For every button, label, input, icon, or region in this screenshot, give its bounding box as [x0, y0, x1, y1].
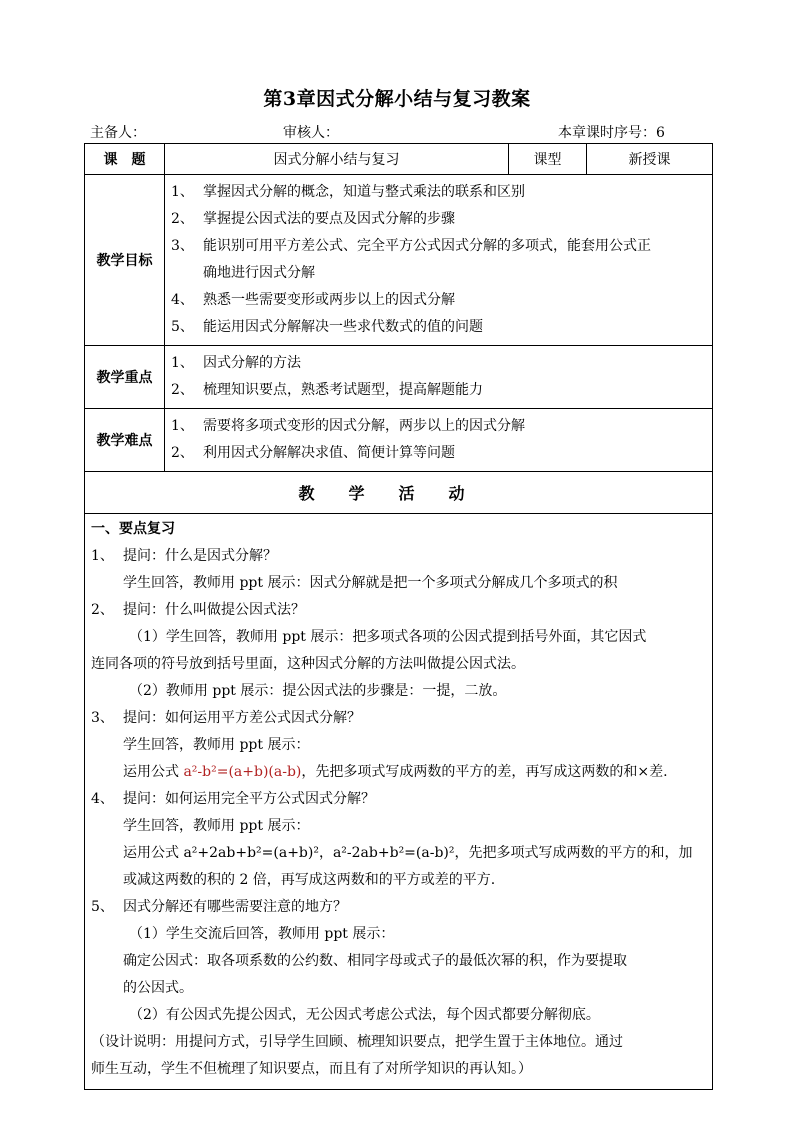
- objective-item: 4、 熟悉一些需要变形或两步以上的因式分解: [171, 292, 455, 308]
- difficulties-label: 教学难点: [85, 409, 165, 472]
- type-value: 新授课: [587, 144, 713, 175]
- design-note-continued: 师生互动，学生不但梳理了知识要点，而且有了对所学知识的再认知。）: [91, 1061, 532, 1077]
- answer-5-common-factor: 确定公因式：取各项系数的公约数、相同字母或式子的最低次幂的积，作为要提取: [123, 953, 627, 969]
- difficulty-item: 1、 需要将多项式变形的因式分解，两步以上的因式分解: [171, 418, 525, 434]
- topic-label: 课 题: [85, 144, 165, 175]
- activity-body: [85, 514, 713, 1090]
- preparer-label: 主备人：: [90, 125, 146, 141]
- reviewer-label: 审核人：: [283, 125, 339, 141]
- difference-of-squares-formula: a²-b²=(a+b)(a-b): [183, 764, 302, 780]
- answer-5-part-2: （2）有公因式先提公因式，无公因式考虑公式法，每个因式都要分解彻底。: [129, 1007, 600, 1023]
- lesson-number-label: 本章课时序号：6: [558, 125, 665, 141]
- question-1: 1、 提问：什么是因式分解？: [91, 548, 277, 564]
- answer-5-part-1: （1）学生交流后回答，教师用 ppt 展示：: [129, 926, 395, 942]
- answer-4-formula-line: 运用公式 a²+2ab+b²=(a+b)²，a²-2ab+b²=(a-b)²，先把多项式写成两数的平方的和，加: [123, 845, 693, 861]
- activity-title-row: [85, 472, 713, 514]
- answer-2-part-1-continued: 连同各项的符号放到括号里面，这种因式分解的方法叫做提公因式法。: [91, 656, 525, 672]
- answer-5-common-factor-continued: 的公因式。: [123, 980, 193, 996]
- document-title: 第3章因式分解小结与复习教案: [263, 88, 531, 110]
- question-3: 3、 提问：如何运用平方差公式因式分解？: [91, 710, 361, 726]
- topic-row: [85, 144, 713, 175]
- answer-2-part-1: （1）学生回答，教师用 ppt 展示：把多项式各项的公因式提到括号外面，其它因式: [129, 629, 647, 645]
- activity-title: 教学活动: [85, 472, 713, 514]
- key-point-item: 1、 因式分解的方法: [171, 355, 301, 371]
- question-5: 5、 因式分解还有哪些需要注意的地方？: [91, 899, 347, 915]
- difficulties-row: [85, 409, 713, 472]
- lesson-plan-table: [84, 143, 713, 1090]
- objectives-list: [165, 175, 713, 346]
- answer-2-part-2: （2）教师用 ppt 展示：提公因式法的步骤是：一提，二放。: [129, 683, 507, 699]
- objective-item: 3、 能识别可用平方差公式、完全平方公式因式分解的多项式，能套用公式正: [171, 238, 651, 254]
- key-point-item: 2、 梳理知识要点，熟悉考试题型，提高解题能力: [171, 382, 483, 398]
- answer-1: 学生回答，教师用 ppt 展示：因式分解就是把一个多项式分解成几个多项式的积: [123, 575, 618, 591]
- design-note: （设计说明：用提问方式，引导学生回顾、梳理知识要点，把学生置于主体地位。通过: [91, 1034, 623, 1050]
- question-4: 4、 提问：如何运用完全平方公式因式分解？: [91, 791, 375, 807]
- objective-item: 5、 能运用因式分解解决一些求代数式的值的问题: [171, 319, 483, 335]
- section-heading: 一、要点复习: [91, 521, 175, 537]
- key-points-list: [165, 346, 713, 409]
- answer-4-formula-line-continued: 或减这两数的积的 2 倍，再写成这两数和的平方或差的平方.: [123, 872, 496, 888]
- answer-3-intro: 学生回答，教师用 ppt 展示：: [123, 737, 310, 753]
- key-points-row: [85, 346, 713, 409]
- topic-value: 因式分解小结与复习: [165, 144, 509, 175]
- objectives-row: [85, 175, 713, 346]
- objective-item: 1、 掌握因式分解的概念，知道与整式乘法的联系和区别: [171, 184, 525, 200]
- activity-body-row: [85, 514, 713, 1090]
- difficulties-list: [165, 409, 713, 472]
- objective-item: 2、 掌握提公因式法的要点及因式分解的步骤: [171, 211, 455, 227]
- key-points-label: 教学重点: [85, 346, 165, 409]
- objectives-label: 教学目标: [85, 175, 165, 346]
- difficulty-item: 2、 利用因式分解解决求值、简便计算等问题: [171, 445, 455, 461]
- type-label: 课型: [509, 144, 587, 175]
- objective-item-continued: 确地进行因式分解: [203, 265, 315, 281]
- answer-3-formula-line: 运用公式 a²-b²=(a+b)(a-b)，先把多项式写成两数的平方的差，再写成这两数的和×差.: [123, 764, 668, 780]
- question-2: 2、 提问：什么叫做提公因式法？: [91, 602, 305, 618]
- answer-4-intro: 学生回答，教师用 ppt 展示：: [123, 818, 310, 834]
